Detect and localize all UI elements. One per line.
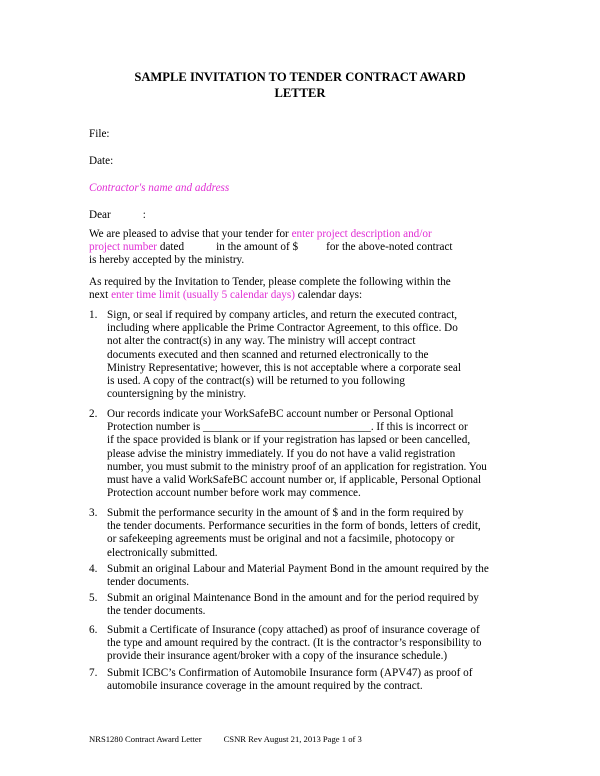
item-2-line: Protection account number before work may commence. bbox=[107, 487, 361, 500]
requirements-paragraph bbox=[89, 276, 451, 302]
item-6-text bbox=[107, 624, 481, 664]
item-5-line: Submit an original Maintenance Bond in the amount and for the period required by bbox=[107, 592, 479, 604]
para2-text-c: calendar days: bbox=[294, 289, 363, 302]
item-3-text bbox=[107, 507, 481, 560]
item-7-line: Submit ICBC’s Confirmation of Automobile Insurance form (APV47) as proof of bbox=[107, 667, 473, 679]
dear-colon: : bbox=[142, 209, 146, 221]
page-footer bbox=[89, 733, 362, 746]
contractor-placeholder: Contractor's name and address bbox=[89, 182, 230, 194]
project-number-placeholder: project number bbox=[89, 241, 158, 254]
item-4-line: tender documents. bbox=[107, 576, 190, 589]
item-2-text bbox=[107, 408, 487, 500]
item-2-line: if the space provided is blank or if your registration has lapsed or been cancelled, bbox=[107, 434, 471, 447]
project-description-placeholder: enter project description and/or bbox=[291, 228, 432, 240]
footer-form-number: NRS1280 Contract Award Letter bbox=[89, 734, 202, 744]
item-5-line: the tender documents. bbox=[107, 605, 206, 618]
item-6-line: Submit a Certificate of Insurance (copy attached) as proof of insurance coverage of bbox=[107, 624, 480, 636]
item-5-text bbox=[107, 592, 479, 618]
title-line-2: LETTER bbox=[274, 85, 326, 100]
time-limit-placeholder: enter time limit (usually 5 calendar days) bbox=[111, 289, 295, 302]
para1-text-d: for the above-noted contract bbox=[326, 241, 453, 254]
item-1-number: 1. bbox=[89, 309, 98, 321]
item-1-text bbox=[107, 309, 461, 401]
item-3-line: the tender documents. Performance securities in the form of bonds, letters of credit, bbox=[107, 520, 481, 533]
para2-text-a: As required by the Invitation to Tender, please complete the following within the bbox=[89, 276, 451, 288]
salutation bbox=[89, 209, 146, 222]
item-3-line: or safekeeping agreements must be original and not a facsimile, photocopy or bbox=[107, 533, 455, 546]
item-1-line: Ministry Representative; however, this is not acceptable where a corporate seal bbox=[107, 361, 462, 374]
item-3-line: Submit the performance security in the amount of $ and in the form required by bbox=[107, 507, 464, 519]
item-7-number: 7. bbox=[89, 667, 98, 679]
para1-text-b: dated bbox=[157, 241, 185, 254]
item-3-number: 3. bbox=[89, 507, 98, 519]
item-7-line: automobile insurance coverage in the amount required by the contract. bbox=[107, 680, 423, 693]
item-1-line: including where applicable the Prime Contractor Agreement, to this office. Do bbox=[107, 322, 458, 335]
item-2-line: must have a valid WorkSafeBC account number or, if applicable, Personal Optional bbox=[107, 473, 482, 486]
item-3-line: electronically submitted. bbox=[107, 546, 218, 559]
title-line-1: SAMPLE INVITATION TO TENDER CONTRACT AWARD bbox=[134, 70, 466, 84]
item-6-line: provide their insurance agent/broker with a copy of the insurance schedule.) bbox=[107, 650, 448, 663]
document-title bbox=[0, 70, 600, 101]
item-1-line: documents executed and then scanned and returned electronically to the bbox=[107, 348, 429, 361]
acceptance-paragraph bbox=[89, 228, 453, 268]
para1-text-e: is hereby accepted by the ministry. bbox=[89, 254, 245, 267]
item-1-line: not alter the contract(s) in any way. The ministry will accept contract bbox=[107, 335, 416, 348]
para2-text-b: next bbox=[89, 289, 112, 302]
dear-text: Dear bbox=[89, 209, 111, 221]
date-label: Date: bbox=[89, 155, 114, 167]
item-2-line: Our records indicate your WorkSafeBC account number or Personal Optional bbox=[107, 408, 454, 420]
para1-text-a: We are pleased to advise that your tender for bbox=[89, 228, 292, 240]
item-7-text bbox=[107, 667, 472, 693]
item-5-number: 5. bbox=[89, 592, 98, 604]
item-1-line: Sign, or seal if required by company articles, and return the executed contract, bbox=[107, 309, 458, 321]
item-2-line: please advise the ministry immediately. If you do not have a valid registration bbox=[107, 447, 456, 460]
item-4-number: 4. bbox=[89, 563, 98, 575]
item-1-line: is used. A copy of the contract(s) will be returned to you following bbox=[107, 374, 405, 387]
para1-text-c: in the amount of $ bbox=[216, 241, 299, 254]
item-6-line: the type and amount required by the contract. (It is the contractor’s responsibility to bbox=[107, 637, 482, 650]
footer-revision: CSNR Rev August 21, 2013 Page 1 of 3 bbox=[223, 734, 362, 744]
item-4-line: Submit an original Labour and Material Payment Bond in the amount required by the bbox=[107, 563, 489, 575]
item-2-line: Protection number is ______________________________. If this is incorrect or bbox=[107, 421, 468, 434]
item-6-number: 6. bbox=[89, 624, 98, 636]
item-2-number: 2. bbox=[89, 408, 98, 420]
item-2-line: number, you must submit to the ministry proof of an application for registration. You bbox=[107, 460, 487, 473]
item-4-text bbox=[107, 563, 489, 589]
file-label: File: bbox=[89, 128, 110, 140]
item-1-line: countersigning by the ministry. bbox=[107, 388, 247, 401]
